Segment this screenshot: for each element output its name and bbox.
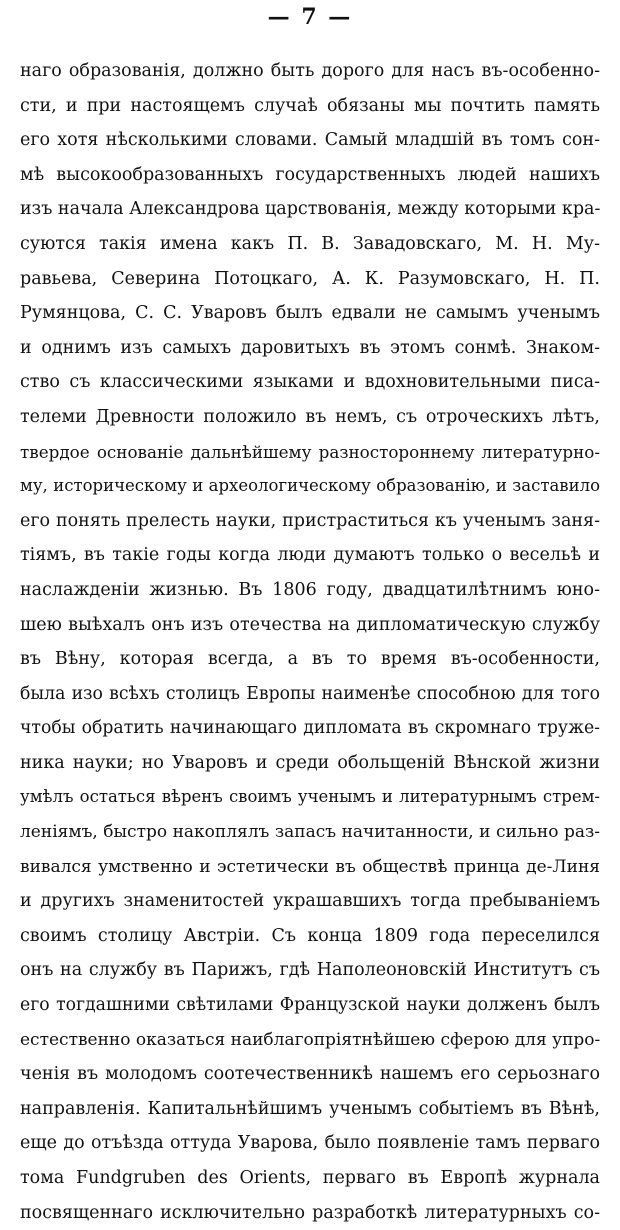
text-line: мѣ высокообразованныхъ государственныхъ людей нашихъ <box>20 164 600 185</box>
text-line: вивался умственно и эстетически въ обществѣ принца де-Линя <box>20 856 600 877</box>
text-line: его тогдашними свѣтилами Французской науки долженъ былъ <box>20 995 600 1016</box>
text-line: въ Вѣну, которая всегда, а въ то время въ-особенности, <box>20 649 600 670</box>
text-line: ченія въ молодомъ соотечественникѣ нашемъ его серьознаго <box>20 1064 600 1085</box>
body-text <box>20 54 600 1230</box>
text-line: чтобы обратить начинающаго дипломата въ скромнаго труже- <box>20 718 600 739</box>
text-line: наго образованія, должно быть дорого для насъ въ-особенно- <box>20 61 600 81</box>
text-line: была изо всѣхъ столицъ Европы наименѣе способною для того <box>20 683 600 704</box>
text-line: тіямъ, въ такіе годы когда люди думаютъ только о весельѣ и <box>20 545 600 566</box>
text-line: ство съ классическими языками и вдохновительными писа- <box>20 372 600 393</box>
text-line: Румянцова, С. С. Уваровъ былъ едвали не самымъ ученымъ <box>20 303 600 324</box>
text-line: посвященнаго исключительно разработкѣ литературныхъ со- <box>20 1202 600 1223</box>
text-line: естественно оказаться наиблагопріятнѣйшею сферою для упро- <box>20 1029 600 1050</box>
text-line: твердое основаніе дальнѣйшему разностороннему литературно- <box>20 441 600 462</box>
text-line: умѣлъ остаться вѣренъ своимъ ученымъ и литературнымъ стрем- <box>20 787 600 807</box>
text-line: его понять прелесть науки, пристраститься къ ученымъ заня- <box>20 510 600 531</box>
text-line: тома Fundgruben des Orients, перваго въ Европѣ журнала <box>20 1168 600 1188</box>
text-line: шею выѣхалъ онъ изъ отечества на дипломатическую службу <box>20 614 600 635</box>
text-line: равьева, Северина Потоцкаго, А. К. Разумовскаго, Н. П. <box>20 268 600 289</box>
text-line: суются такія имена какъ П. В. Завадовскаго, М. Н. Му- <box>20 233 600 254</box>
text-line: направленія. Капитальнѣйшимъ ученымъ событіемъ въ Вѣнѣ, <box>20 1098 600 1119</box>
text-line: и однимъ изъ самыхъ даровитыхъ въ этомъ сонмѣ. Знаком- <box>20 337 600 358</box>
text-line: му, историческому и археологическому образованію, и заставило <box>20 476 600 496</box>
page-number: — 7 — <box>267 4 353 30</box>
text-line: его хотя нѣсколькими словами. Самый младшій въ томъ сон- <box>20 130 600 151</box>
text-line: леніямъ, быстро накоплялъ запасъ начитанности, и сильно раз- <box>20 822 600 843</box>
text-line: изъ начала Александрова царствованія, между которыми кра- <box>20 199 600 220</box>
text-line: телеми Древности положило въ немъ, съ отроческихъ лѣтъ, <box>20 406 600 427</box>
text-line: еще до отъѣзда оттуда Уварова, было появленіе тамъ перваго <box>20 1133 600 1154</box>
text-line: ника науки; но Уваровъ и среди обольщеній Вѣнской жизни <box>20 752 600 773</box>
text-line: онъ на службу въ Парижъ, гдѣ Наполеоновскій Институтъ съ <box>20 960 600 981</box>
text-line: наслажденіи жизнью. Въ 1806 году, двадцатилѣтнимъ юно- <box>20 579 600 600</box>
text-line: своимъ столицу Австріи. Съ конца 1809 года переселился <box>20 925 600 946</box>
text-line: сти, и при настоящемъ случаѣ обязаны мы почтить память <box>20 95 600 116</box>
text-line: и другихъ знаменитостей украшавшихъ тогда пребываніемъ <box>20 891 600 912</box>
